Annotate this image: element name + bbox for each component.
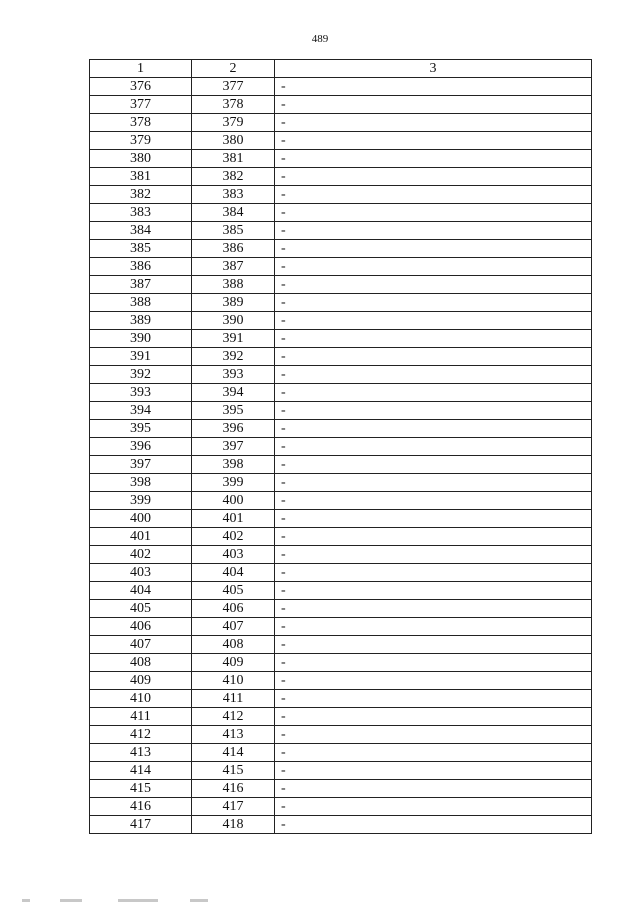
table-cell-col2: 401: [192, 510, 275, 528]
table-row: [90, 420, 592, 438]
table-row: [90, 186, 592, 204]
table-row: [90, 672, 592, 690]
table-cell-col2: 399: [192, 474, 275, 492]
table-cell-col1: 406: [90, 618, 192, 636]
table-cell-col2: 388: [192, 276, 275, 294]
table-row: [90, 204, 592, 222]
table-cell-col1: 400: [90, 510, 192, 528]
table-row: [90, 150, 592, 168]
table-cell-col1: 402: [90, 546, 192, 564]
table-cell-col1: 379: [90, 132, 192, 150]
table-row: [90, 366, 592, 384]
table-cell-col2: 381: [192, 150, 275, 168]
table-cell-col1: 381: [90, 168, 192, 186]
column-header-2: 2: [192, 60, 275, 78]
table-row: [90, 114, 592, 132]
table-cell-col1: 386: [90, 258, 192, 276]
table-cell-col1: 395: [90, 420, 192, 438]
table-cell-col3: -: [275, 132, 592, 150]
table-cell-col3: -: [275, 222, 592, 240]
table-row: [90, 744, 592, 762]
table-row: [90, 582, 592, 600]
table-row: [90, 294, 592, 312]
table-cell-col2: 418: [192, 816, 275, 834]
table-row: [90, 132, 592, 150]
table-cell-col1: 408: [90, 654, 192, 672]
table-cell-col3: -: [275, 114, 592, 132]
table-cell-col3: -: [275, 204, 592, 222]
table-cell-col2: 405: [192, 582, 275, 600]
table-row: [90, 600, 592, 618]
table-cell-col2: 404: [192, 564, 275, 582]
table-row: [90, 222, 592, 240]
table-cell-col3: -: [275, 258, 592, 276]
table-cell-col1: 390: [90, 330, 192, 348]
table-row: [90, 636, 592, 654]
table-row: [90, 492, 592, 510]
table-cell-col1: 382: [90, 186, 192, 204]
table-row: [90, 690, 592, 708]
table-cell-col3: -: [275, 420, 592, 438]
header-row: [90, 60, 592, 78]
table-cell-col1: 384: [90, 222, 192, 240]
table-cell-col2: 407: [192, 618, 275, 636]
table-cell-col2: 390: [192, 312, 275, 330]
table-row: [90, 780, 592, 798]
table-cell-col3: -: [275, 456, 592, 474]
table-cell-col2: 386: [192, 240, 275, 258]
table-cell-col3: -: [275, 276, 592, 294]
table-cell-col2: 393: [192, 366, 275, 384]
table-cell-col1: 387: [90, 276, 192, 294]
table-cell-col2: 385: [192, 222, 275, 240]
table-cell-col3: -: [275, 636, 592, 654]
table-cell-col2: 394: [192, 384, 275, 402]
data-table: [89, 59, 592, 834]
table-row: [90, 348, 592, 366]
table-row: [90, 240, 592, 258]
table-cell-col1: 398: [90, 474, 192, 492]
table-cell-col2: 392: [192, 348, 275, 366]
table-cell-col1: 413: [90, 744, 192, 762]
table-row: [90, 726, 592, 744]
table-cell-col3: -: [275, 294, 592, 312]
table-cell-col2: 400: [192, 492, 275, 510]
scan-artifact-marks: [0, 893, 640, 905]
table-row: [90, 474, 592, 492]
table-cell-col2: 409: [192, 654, 275, 672]
page-number: 489: [311, 33, 329, 45]
table-header: [90, 60, 592, 78]
table-row: [90, 510, 592, 528]
table-cell-col1: 388: [90, 294, 192, 312]
table-cell-col2: 391: [192, 330, 275, 348]
table-cell-col1: 416: [90, 798, 192, 816]
table-cell-col3: -: [275, 186, 592, 204]
table-cell-col3: -: [275, 474, 592, 492]
table-cell-col2: 389: [192, 294, 275, 312]
table-row: [90, 762, 592, 780]
table-cell-col3: -: [275, 96, 592, 114]
table-cell-col3: -: [275, 546, 592, 564]
table-cell-col2: 417: [192, 798, 275, 816]
table-cell-col1: 409: [90, 672, 192, 690]
table-cell-col3: -: [275, 312, 592, 330]
table-cell-col1: 399: [90, 492, 192, 510]
table-cell-col3: -: [275, 780, 592, 798]
table-cell-col2: 383: [192, 186, 275, 204]
table-row: [90, 564, 592, 582]
table-cell-col1: 404: [90, 582, 192, 600]
table-cell-col3: -: [275, 582, 592, 600]
table-cell-col1: 414: [90, 762, 192, 780]
table-cell-col1: 405: [90, 600, 192, 618]
table-cell-col3: -: [275, 618, 592, 636]
table-row: [90, 78, 592, 96]
table-cell-col1: 415: [90, 780, 192, 798]
table-cell-col3: -: [275, 816, 592, 834]
table-cell-col2: 378: [192, 96, 275, 114]
table-cell-col3: -: [275, 600, 592, 618]
table-cell-col1: 401: [90, 528, 192, 546]
table-cell-col2: 397: [192, 438, 275, 456]
table-cell-col3: -: [275, 438, 592, 456]
table-cell-col3: -: [275, 348, 592, 366]
table-cell-col1: 391: [90, 348, 192, 366]
table-cell-col2: 413: [192, 726, 275, 744]
table-cell-col2: 408: [192, 636, 275, 654]
table-row: [90, 798, 592, 816]
table-row: [90, 456, 592, 474]
table-cell-col3: -: [275, 690, 592, 708]
table-cell-col2: 382: [192, 168, 275, 186]
table-cell-col2: 377: [192, 78, 275, 96]
table-cell-col1: 410: [90, 690, 192, 708]
table-row: [90, 708, 592, 726]
table-cell-col1: 407: [90, 636, 192, 654]
table-row: [90, 258, 592, 276]
table-cell-col1: 396: [90, 438, 192, 456]
table-cell-col2: 380: [192, 132, 275, 150]
table-cell-col2: 412: [192, 708, 275, 726]
table-cell-col3: -: [275, 744, 592, 762]
table-cell-col1: 393: [90, 384, 192, 402]
table-cell-col1: 389: [90, 312, 192, 330]
table-cell-col2: 410: [192, 672, 275, 690]
table-row: [90, 528, 592, 546]
table-row: [90, 330, 592, 348]
table-cell-col1: 417: [90, 816, 192, 834]
table-cell-col3: -: [275, 798, 592, 816]
table-row: [90, 384, 592, 402]
table-row: [90, 654, 592, 672]
table-cell-col3: -: [275, 330, 592, 348]
table-cell-col1: 376: [90, 78, 192, 96]
table-row: [90, 816, 592, 834]
table-cell-col2: 395: [192, 402, 275, 420]
table-cell-col3: -: [275, 510, 592, 528]
table-cell-col2: 402: [192, 528, 275, 546]
table-cell-col2: 415: [192, 762, 275, 780]
table-cell-col1: 412: [90, 726, 192, 744]
table-cell-col2: 396: [192, 420, 275, 438]
table-cell-col1: 392: [90, 366, 192, 384]
column-header-3: 3: [275, 60, 592, 78]
table-cell-col3: -: [275, 528, 592, 546]
table-cell-col3: -: [275, 150, 592, 168]
table-row: [90, 96, 592, 114]
table-cell-col3: -: [275, 492, 592, 510]
table-cell-col3: -: [275, 402, 592, 420]
table-row: [90, 438, 592, 456]
table-cell-col1: 383: [90, 204, 192, 222]
table-cell-col2: 398: [192, 456, 275, 474]
table-row: [90, 546, 592, 564]
table-row: [90, 312, 592, 330]
table-body: [90, 78, 592, 834]
table-row: [90, 618, 592, 636]
column-header-1: 1: [90, 60, 192, 78]
table-cell-col1: 397: [90, 456, 192, 474]
table-cell-col1: 380: [90, 150, 192, 168]
table-cell-col3: -: [275, 564, 592, 582]
table-cell-col2: 406: [192, 600, 275, 618]
table-cell-col3: -: [275, 240, 592, 258]
table-cell-col1: 403: [90, 564, 192, 582]
table-cell-col2: 384: [192, 204, 275, 222]
table-row: [90, 402, 592, 420]
table-cell-col3: -: [275, 708, 592, 726]
table-cell-col3: -: [275, 366, 592, 384]
table-cell-col1: 385: [90, 240, 192, 258]
table-cell-col1: 378: [90, 114, 192, 132]
table-cell-col3: -: [275, 762, 592, 780]
table-cell-col3: -: [275, 78, 592, 96]
table-cell-col2: 416: [192, 780, 275, 798]
table-cell-col2: 414: [192, 744, 275, 762]
table-cell-col1: 377: [90, 96, 192, 114]
table-cell-col2: 403: [192, 546, 275, 564]
table-cell-col3: -: [275, 654, 592, 672]
table-row: [90, 276, 592, 294]
table-cell-col2: 387: [192, 258, 275, 276]
table-cell-col3: -: [275, 726, 592, 744]
table-cell-col3: -: [275, 672, 592, 690]
table-cell-col1: 411: [90, 708, 192, 726]
table-cell-col2: 379: [192, 114, 275, 132]
table-cell-col1: 394: [90, 402, 192, 420]
table-row: [90, 168, 592, 186]
table-cell-col3: -: [275, 168, 592, 186]
table-cell-col2: 411: [192, 690, 275, 708]
table-cell-col3: -: [275, 384, 592, 402]
